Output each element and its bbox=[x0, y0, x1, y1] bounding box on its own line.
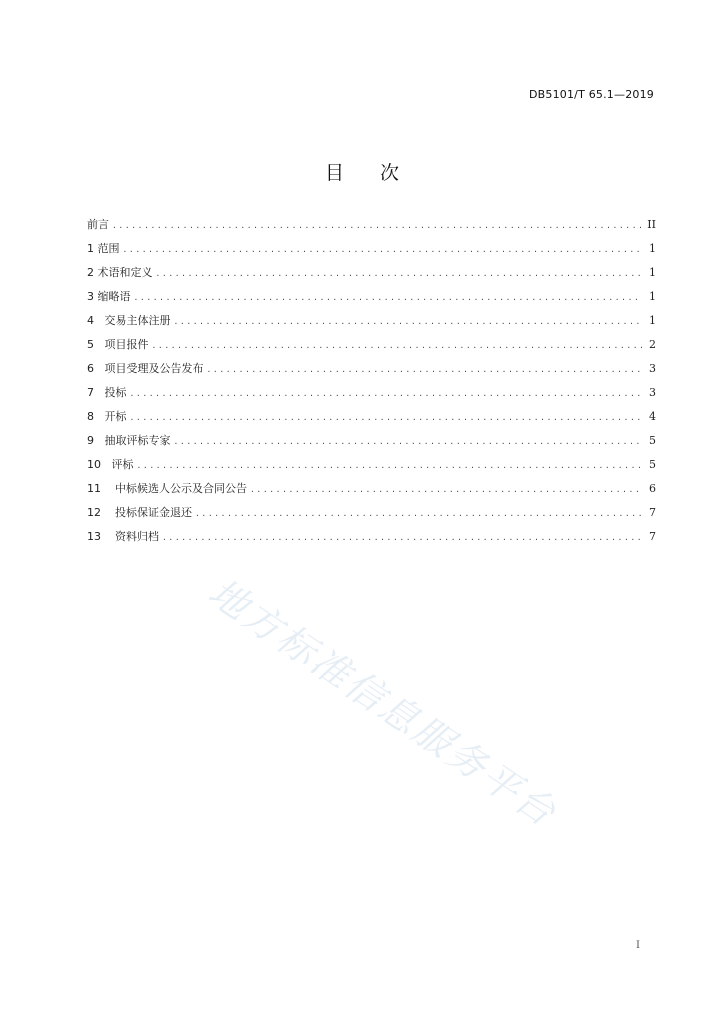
document-code: DB5101/T 65.1—2019 bbox=[528, 88, 654, 101]
toc-entry-bid-opening[interactable] bbox=[87, 408, 656, 432]
toc-entry-terms[interactable] bbox=[87, 264, 656, 288]
toc-dot-leader bbox=[174, 437, 643, 446]
toc-entry-label: 投标保证金退还 bbox=[114, 506, 192, 519]
toc-entry-label: 投标 bbox=[104, 386, 127, 399]
toc-entry-page: 1 bbox=[649, 290, 656, 303]
toc-dot-leader bbox=[112, 221, 641, 230]
toc-dot-leader bbox=[250, 485, 642, 494]
toc-title-part2: 次 bbox=[380, 162, 400, 184]
toc-dot-leader bbox=[130, 413, 643, 422]
watermark-text: 地方标准信息服务平台 bbox=[200, 570, 566, 836]
toc-entry-page: 5 bbox=[649, 434, 656, 447]
toc-entry-expert-selection[interactable] bbox=[87, 432, 656, 456]
toc-dot-leader bbox=[130, 389, 643, 398]
toc-dot-leader bbox=[162, 533, 642, 542]
toc-entry-page: 1 bbox=[649, 266, 656, 279]
toc-entry-page: 1 bbox=[649, 314, 656, 327]
toc-entry-number: 11 bbox=[87, 482, 115, 495]
toc-dot-leader bbox=[137, 461, 643, 470]
toc-entry-number: 3 bbox=[87, 290, 98, 303]
page-number: I bbox=[636, 940, 640, 951]
toc-dot-leader bbox=[207, 365, 643, 374]
toc-entry-label: 项目报件 bbox=[104, 338, 149, 351]
toc-entry-foreword[interactable] bbox=[87, 216, 656, 240]
toc-entry-bidding[interactable] bbox=[87, 384, 656, 408]
toc-entry-scope[interactable] bbox=[87, 240, 656, 264]
toc-title-part1: 目 bbox=[324, 162, 344, 184]
toc-entry-page: 3 bbox=[649, 386, 656, 399]
toc-entry-project-filing[interactable] bbox=[87, 336, 656, 360]
toc-entry-page: 7 bbox=[649, 506, 656, 519]
toc-entry-label: 开标 bbox=[104, 410, 127, 423]
toc-entry-abbreviations[interactable] bbox=[87, 288, 656, 312]
toc-entry-evaluation[interactable] bbox=[87, 456, 656, 480]
toc-entry-acceptance[interactable] bbox=[87, 360, 656, 384]
toc-entry-label: 项目受理及公告发布 bbox=[104, 362, 204, 375]
toc-entry-label: 前言 bbox=[87, 218, 109, 231]
toc-entry-candidate-announcement[interactable] bbox=[87, 480, 656, 504]
toc-entry-number: 6 bbox=[87, 362, 105, 375]
toc-dot-leader bbox=[123, 245, 643, 254]
toc-entry-number: 5 bbox=[87, 338, 105, 351]
toc-entry-label: 资料归档 bbox=[114, 530, 159, 543]
toc-dot-leader bbox=[195, 509, 642, 518]
toc-entry-number: 9 bbox=[87, 434, 105, 447]
toc-entry-label: 范围 bbox=[97, 242, 120, 255]
toc-entry-page: 2 bbox=[649, 338, 656, 351]
toc-entry-number: 2 bbox=[87, 266, 98, 279]
toc-entry-page: 3 bbox=[649, 362, 656, 375]
toc-entry-page: 7 bbox=[649, 530, 656, 543]
toc-entry-number: 8 bbox=[87, 410, 105, 423]
toc-entry-label: 缩略语 bbox=[97, 290, 131, 303]
toc-entry-number: 13 bbox=[87, 530, 115, 543]
toc-dot-leader bbox=[156, 269, 643, 278]
toc-entry-deposit-refund[interactable] bbox=[87, 504, 656, 528]
toc-dot-leader bbox=[174, 317, 643, 326]
toc-entry-label: 评标 bbox=[111, 458, 134, 471]
toc-entry-archiving[interactable] bbox=[87, 528, 656, 552]
toc-entry-number: 1 bbox=[87, 242, 98, 255]
toc-entry-page: 5 bbox=[649, 458, 656, 471]
toc-entry-page: II bbox=[647, 218, 656, 231]
toc-dot-leader bbox=[152, 341, 643, 350]
toc-entry-page: 6 bbox=[649, 482, 656, 495]
toc-entry-label: 交易主体注册 bbox=[104, 314, 171, 327]
toc-entry-label: 术语和定义 bbox=[97, 266, 153, 279]
toc-dot-leader bbox=[134, 293, 643, 302]
toc-entry-number: 7 bbox=[87, 386, 105, 399]
toc-entry-page: 4 bbox=[649, 410, 656, 423]
toc-entry-number: 10 bbox=[87, 458, 112, 471]
toc-entry-label: 抽取评标专家 bbox=[104, 434, 171, 447]
toc-list bbox=[87, 216, 656, 552]
toc-title bbox=[0, 158, 724, 185]
toc-entry-registration[interactable] bbox=[87, 312, 656, 336]
toc-entry-page: 1 bbox=[649, 242, 656, 255]
toc-entry-number: 12 bbox=[87, 506, 115, 519]
toc-entry-number: 4 bbox=[87, 314, 105, 327]
toc-entry-label: 中标候选人公示及合同公告 bbox=[114, 482, 247, 495]
